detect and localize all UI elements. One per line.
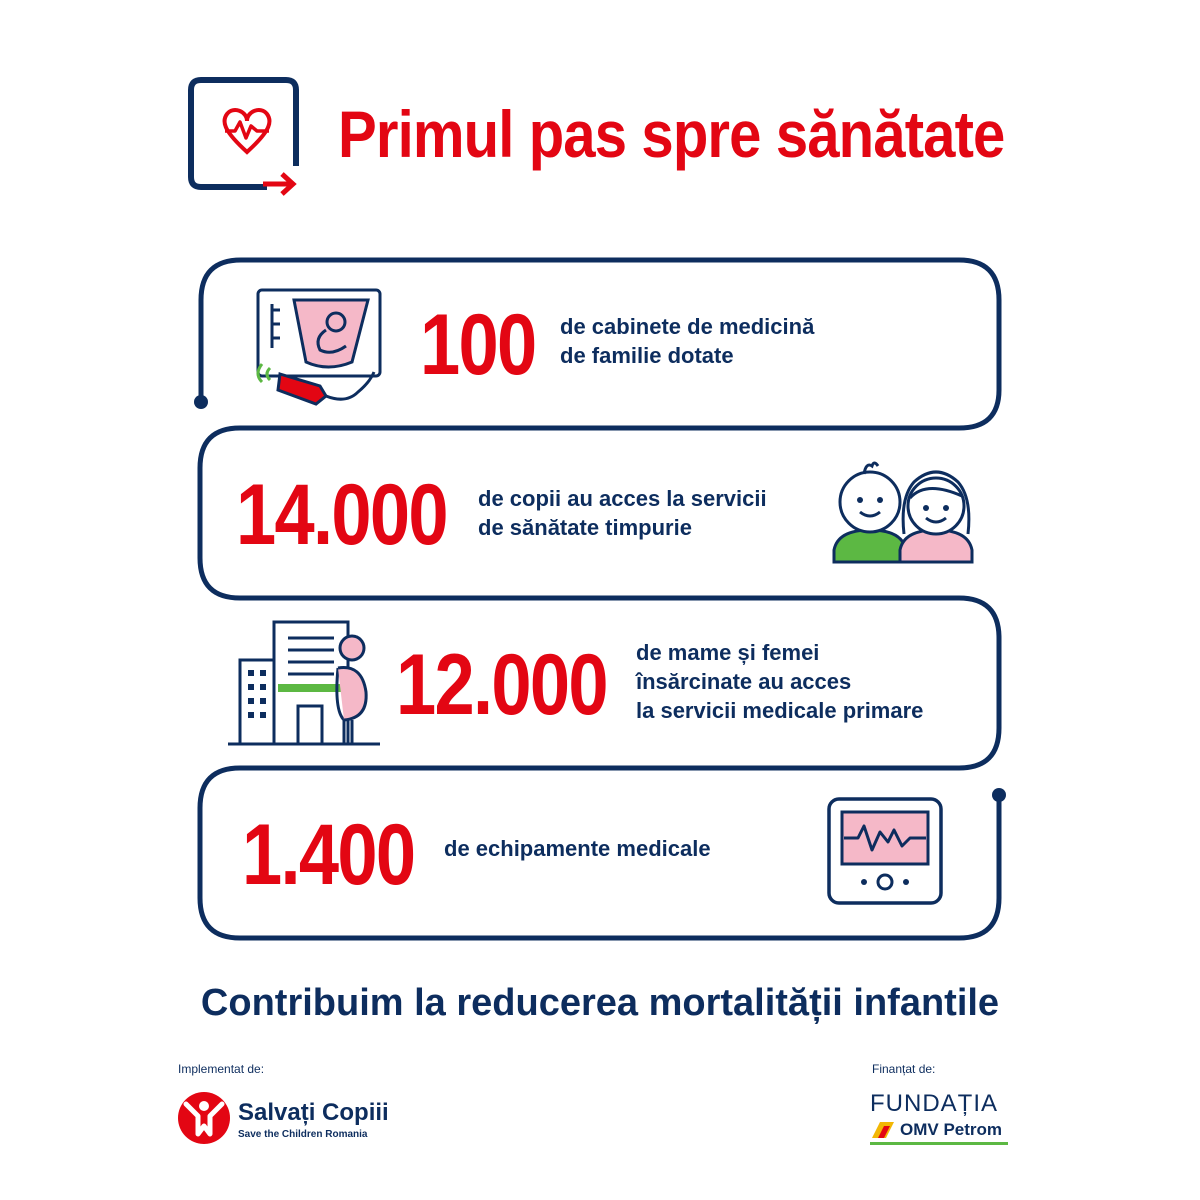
heart-screen-icon: [185, 74, 305, 204]
heart-monitor-icon: [826, 796, 946, 906]
funder-underline: [870, 1142, 1008, 1145]
funder-name: FUNDAȚIA: [870, 1090, 998, 1117]
page-title: Primul pas spre sănătate: [338, 97, 1005, 171]
funded-label: Finanțat de:: [872, 1062, 936, 1076]
implemented-label: Implementat de:: [178, 1062, 265, 1076]
omv-logo-icon: [870, 1120, 896, 1140]
stat-number-cabinets: 100: [420, 297, 536, 393]
implementer-sub: Save the Children Romania: [238, 1129, 368, 1140]
stat-desc-equipment: de echipamente medicale: [444, 836, 711, 861]
stat-number-mothers: 12.000: [396, 637, 607, 733]
pregnant-hospital-icon: [226, 620, 386, 750]
stat-desc-cabinets: de cabinete de medicină de familie dotate: [560, 314, 815, 368]
stat-desc-mothers: de mame și femei însărcinate au acces la servicii medicale primare: [636, 640, 924, 723]
implementer-name: Salvați Copiii: [238, 1099, 389, 1126]
ultrasound-icon: [250, 286, 390, 416]
tagline: Contribuim la reducerea mortalității infantile: [200, 982, 1000, 1024]
stat-number-equipment: 1.400: [242, 807, 415, 903]
stat-number-children: 14.000: [236, 467, 447, 563]
save-the-children-logo-icon: [176, 1090, 232, 1146]
stat-desc-children: de copii au acces la servicii de sănătate timpurie: [478, 486, 767, 540]
funder-sub: OMV Petrom: [900, 1120, 1003, 1139]
children-icon: [830, 458, 990, 568]
